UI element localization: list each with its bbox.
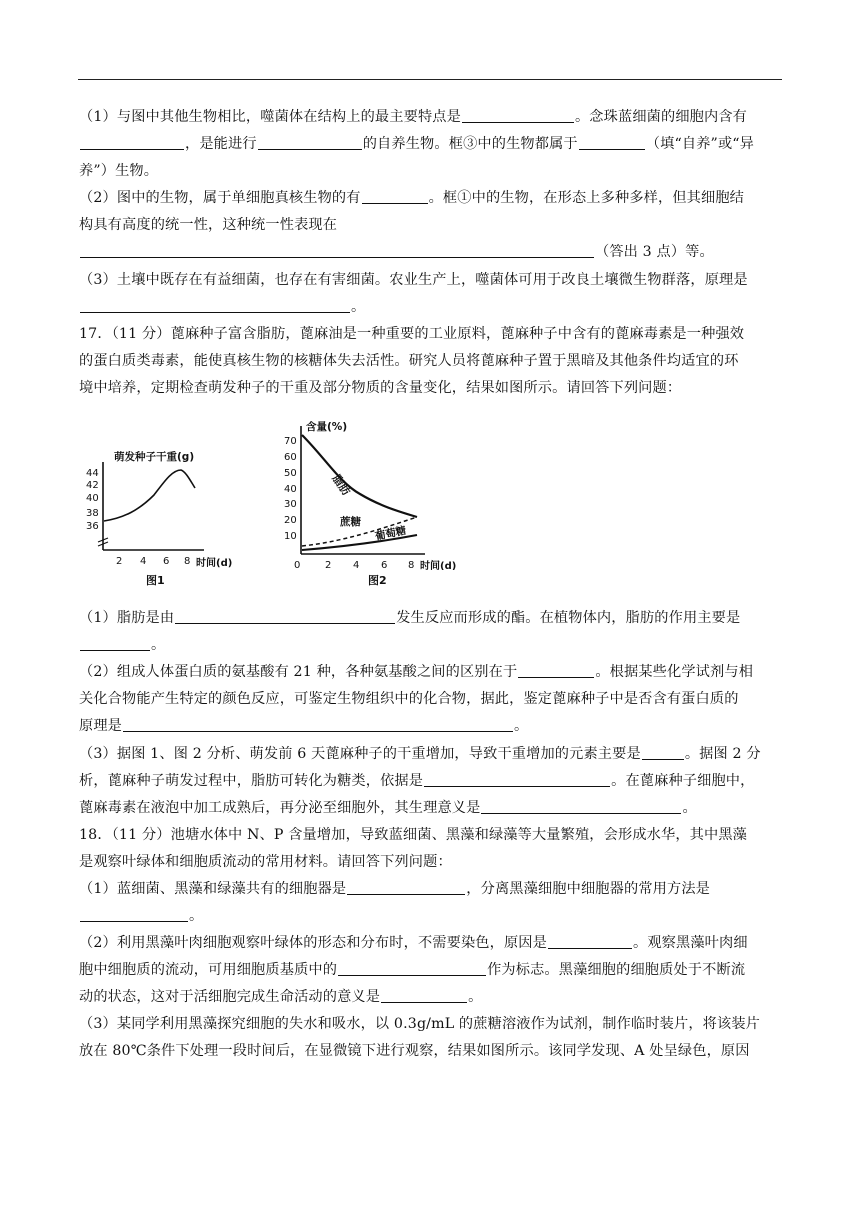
q17-part2-line1: （2）组成人体蛋白质的氨基酸有 21 种，各种氨基酸之间的区别在于 。根据某些化学试剂与相 <box>79 664 754 680</box>
header-rule <box>78 79 782 80</box>
fig2-ytick: 50 <box>284 468 297 479</box>
fig1-ytick: 42 <box>86 480 99 491</box>
fig1-curve <box>104 470 195 521</box>
answer-blank[interactable] <box>123 717 513 732</box>
fig1-ytick: 44 <box>86 468 99 479</box>
fig1-xtick: 4 <box>140 556 147 567</box>
fig2-ytick: 70 <box>284 436 297 447</box>
q16-part2-line1: （2）图中的生物，属于单细胞真核生物的有 。框①中的生物，在形态上多种多样，但其细胞结 <box>79 190 745 206</box>
fig2-xtick: 0 <box>294 560 301 570</box>
answer-blank[interactable] <box>579 135 645 150</box>
q17-part2-line2: 关化合物能产生特定的颜色反应，可鉴定生物组织中的化合物，据此，鉴定蓖麻种子中是否含有蛋白质的 <box>79 691 739 707</box>
fig2-label-glucose: 葡萄糖 <box>374 524 408 543</box>
answer-blank[interactable] <box>462 108 574 123</box>
fig1-ytick: 40 <box>86 493 99 504</box>
q18-part2-line3: 动的状态，这对于活细胞完成生命活动的意义是 。 <box>79 989 483 1005</box>
fig1-ytick: 36 <box>86 521 99 532</box>
fig2-ylabel: 含量(%) <box>306 421 348 433</box>
answer-blank[interactable] <box>80 636 150 651</box>
q16-part3-line1: （3）土壤中既存在有益细菌，也存在有害细菌。农业生产上，噬菌体可用于改良土壤微生物群落，原理是 <box>79 272 748 288</box>
answer-blank[interactable] <box>80 907 188 922</box>
fig1-caption: 图1 <box>146 574 165 587</box>
answer-blank[interactable] <box>258 135 362 150</box>
q16-part3-line2: 。 <box>79 297 783 317</box>
answer-blank[interactable] <box>80 298 350 313</box>
q18-part3-line2: 放在 80℃条件下处理一段时间后，在显微镜下进行观察，结果如图所示。该同学发现、A 处呈绿色，原因 <box>79 1043 750 1059</box>
q18-part2-line2: 胞中细胞质的流动，可用细胞质基质中的 作为标志。黑藻细胞的细胞质处于不断流 <box>79 962 746 978</box>
answer-blank[interactable] <box>548 934 632 949</box>
fig1-ylabel: 萌发种子干重(g) <box>114 451 195 463</box>
answer-blank[interactable] <box>518 663 594 678</box>
answer-blank[interactable] <box>481 799 681 814</box>
q17-part3-line3: 蓖麻毒素在液泡中加工成熟后，再分泌至细胞外，其生理意义是 。 <box>79 800 697 816</box>
fig2-label-sucrose: 蔗糖 <box>340 516 361 528</box>
fig1-xtick: 6 <box>163 556 170 567</box>
q17-part3-line1: （3）据图 1、图 2 分析、萌发前 6 天蓖麻种子的干重增加，导致干重增加的元素主要是 。据图 2 分 <box>79 746 761 762</box>
fig1-xlabel: 时间(d) <box>196 558 233 569</box>
answer-blank[interactable] <box>642 745 684 760</box>
q16-part1-line2: ，是能进行 的自养生物。框③中的生物都属于 （填“自养”或“异 <box>79 134 783 154</box>
q18-intro-line1: 18．（11 分）池塘水体中 N、P 含量增加，导致蓝细菌、黑藻和绿藻等大量繁殖，会形成水华，其中黑藻 <box>79 827 748 843</box>
fig2-xtick: 4 <box>353 560 360 570</box>
fig2-xlabel: 时间(d) <box>420 561 457 570</box>
fig2-xtick: 2 <box>325 560 332 570</box>
fig2-ytick: 40 <box>284 484 297 495</box>
fig1-xtick: 8 <box>184 556 191 567</box>
q17-intro-line1: 17．（11 分）蓖麻种子富含脂肪，蓖麻油是一种重要的工业原料，蓖麻种子中含有的蓖麻毒素是一种强效 <box>79 326 745 342</box>
q16-part2-line2: 构具有高度的统一性，这种统一性表现在 <box>79 217 338 233</box>
fig1-ytick: 38 <box>86 508 99 519</box>
fig2-ytick: 30 <box>284 499 297 510</box>
answer-blank[interactable] <box>381 988 467 1003</box>
figure-2-content <box>280 418 480 570</box>
q18-part3-line1: （3）某同学利用黑藻探究细胞的失水和吸水，以 0.3g/mL 的蔗糖溶液作为试剂，制作临时装片，将该装片 <box>79 1016 761 1032</box>
q18-part2-line1: （2）利用黑藻叶肉细胞观察叶绿体的形态和分布时，不需要染色，原因是 。观察黑藻叶肉细 <box>79 935 748 951</box>
q17-part1-line2: 。 <box>79 635 783 655</box>
fig2-fat-curve <box>302 435 417 517</box>
fig2-ytick: 60 <box>284 452 297 463</box>
answer-blank[interactable] <box>80 135 184 150</box>
answer-blank[interactable] <box>80 243 594 258</box>
answer-blank[interactable] <box>362 189 428 204</box>
answer-blank[interactable] <box>347 880 465 895</box>
fig2-caption: 图2 <box>368 574 387 587</box>
fig2-ytick: 20 <box>284 515 297 526</box>
q16-part1-line1: （1）与图中其他生物相比，噬菌体在结构上的最主要特点是 。念珠蓝细菌的细胞内含有 <box>79 109 748 125</box>
q17-part2-line3: 原理是 。 <box>79 718 529 734</box>
figure-1-dry-weight <box>84 440 234 570</box>
q17-intro-line2: 的蛋白质类毒素，能使真核生物的核糖体失去活性。研究人员将蓖麻种子置于黑暗及其他条件均适宜的环 <box>79 353 739 369</box>
answer-blank[interactable] <box>424 772 610 787</box>
q17-part3-line2: 析，蓖麻种子萌发过程中，脂肪可转化为糖类，依据是 。在蓖麻种子细胞中， <box>79 773 755 789</box>
q17-part1-line1: （1）脂肪是由 发生反应而形成的酯。在植物体内，脂肪的作用主要是 <box>79 610 741 626</box>
fig2-xtick: 8 <box>408 560 415 570</box>
answer-blank[interactable] <box>338 961 486 976</box>
fig1-xtick: 2 <box>116 556 123 567</box>
q18-part1-line2: 。 <box>79 906 783 926</box>
q18-part1-line1: （1）蓝细菌、黑藻和绿藻共有的细胞器是 ，分离黑藻细胞中细胞器的常用方法是 <box>79 881 711 897</box>
fig2-label-fat: 脂肪 <box>329 472 353 498</box>
fig2-ytick: 10 <box>284 531 297 542</box>
q16-part2-line3: （答出 3 点）等。 <box>79 242 783 262</box>
q17-intro-line3: 境中培养，定期检查萌发种子的干重及部分物质的含量变化，结果如图所示。请回答下列问题： <box>79 380 682 396</box>
q16-part1-line3: 养”）生物。 <box>79 163 159 179</box>
q18-intro-line2: 是观察叶绿体和细胞质流动的常用材料。请回答下列问题： <box>79 854 452 870</box>
answer-blank[interactable] <box>175 609 395 624</box>
fig2-xtick: 6 <box>381 560 388 570</box>
